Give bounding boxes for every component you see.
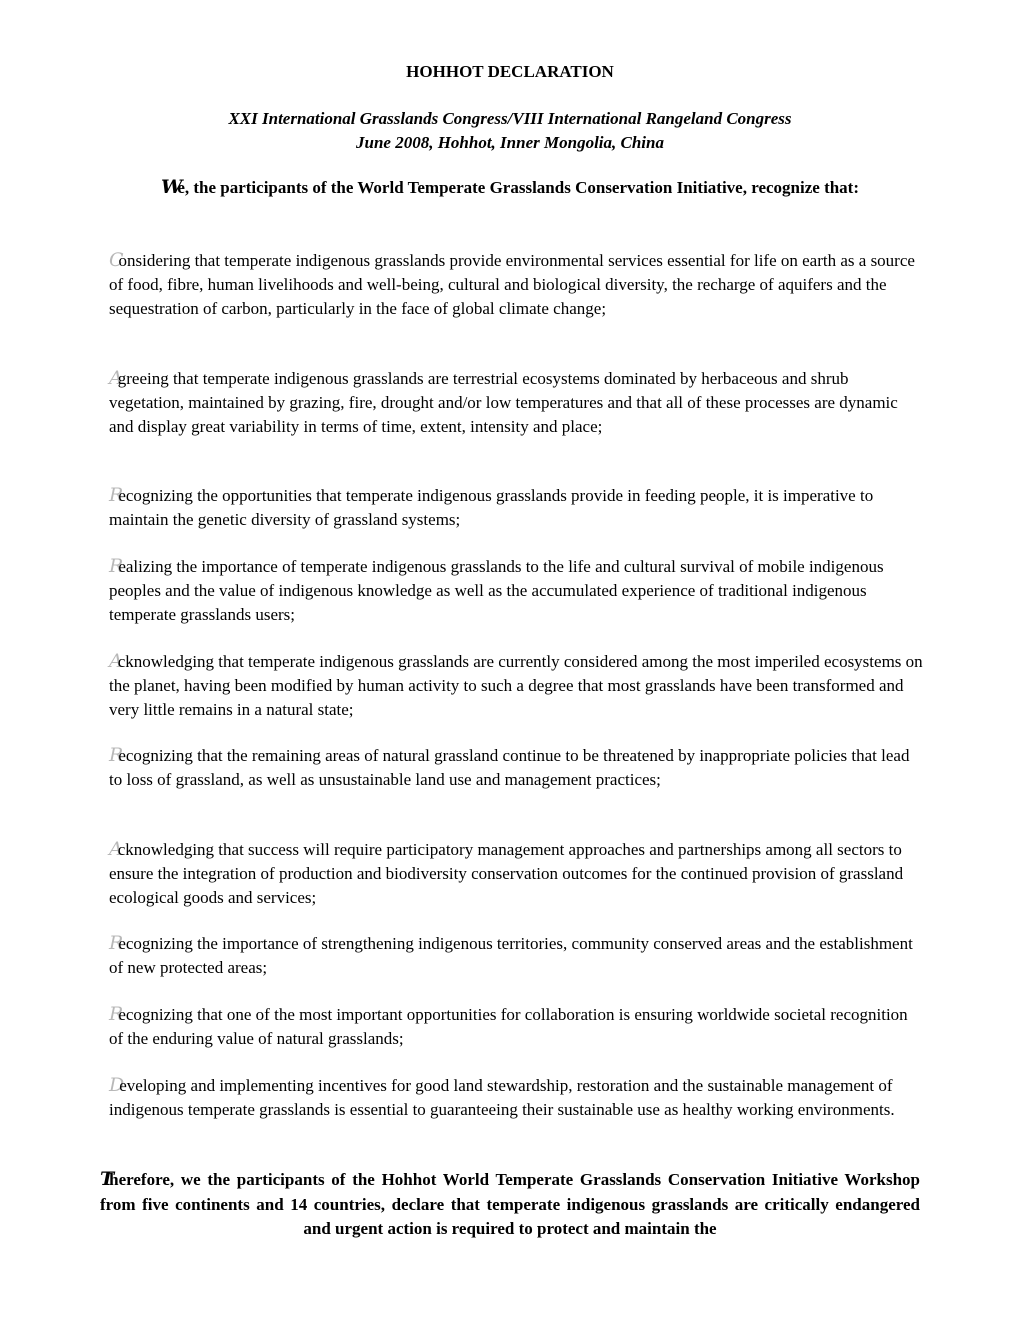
decorative-initial: A (109, 367, 118, 389)
decorative-initial: R (109, 1003, 119, 1025)
paragraph-considering (109, 248, 924, 321)
intro-decorative-initial: W (160, 176, 178, 198)
congress-subtitle (0, 107, 1020, 155)
congress-date-location: June 2008, Hohhot, Inner Mongolia, China (356, 133, 664, 152)
paragraph-text: ecognizing the opportunities that temperate indigenous grasslands provide in feeding people, it is imperative to maintain the genetic diversity of grassland systems; (109, 486, 874, 529)
congress-name: XXI International Grasslands Congress/VIII International Rangeland Congress (228, 109, 792, 128)
decorative-initial: C (109, 249, 119, 271)
paragraph-text: ealizing the importance of temperate indigenous grasslands to the life and cultural survival of mobile indigenous peoples and the value of indigenous knowledge as well as the accumulated experience of traditional indigenous temperate grasslands users; (109, 557, 884, 624)
closing-declaration (100, 1167, 920, 1242)
paragraph-acknowledging-imperiled (109, 649, 924, 722)
paragraph-recognizing-territories (109, 931, 924, 980)
decorative-initial: D (109, 1074, 120, 1096)
paragraph-realizing (109, 554, 924, 627)
paragraph-developing (109, 1073, 924, 1122)
paragraph-recognizing-threats (109, 743, 924, 792)
intro-statement (100, 175, 920, 200)
paragraph-recognizing-opportunities (109, 483, 924, 532)
paragraph-text: cknowledging that success will require participatory management approaches and partnerships among all sectors to ensure the integration of production and biodiversity conservation outcomes for the continued provision of grassland ecological goods and services; (109, 840, 904, 907)
paragraph-text: cknowledging that temperate indigenous grasslands are currently considered among the most imperiled ecosystems on the planet, having been modified by human activity to such a degree that most grasslands have been transformed and very little remains in a natural state; (109, 652, 923, 719)
decorative-initial: A (109, 838, 118, 860)
decorative-initial: R (109, 932, 119, 954)
document-title: HOHHOT DECLARATION (406, 62, 614, 81)
decorative-initial: A (109, 650, 118, 672)
closing-text: herefore, we the participants of the Hohhot World Temperate Grasslands Conservation Initiative Workshop from five continents and 14 countries, declare that temperate indigenous grasslands are critically endangered and urgent action is required to protect and maintain the (100, 1170, 920, 1238)
intro-text: e, the participants of the World Temperate Grasslands Conservation Initiative, recognize that: (177, 178, 860, 197)
decorative-initial: R (109, 555, 119, 577)
paragraph-text: ecognizing that one of the most important opportunities for collaboration is ensuring worldwide societal recognition of the enduring value of natural grasslands; (109, 1005, 908, 1048)
closing-decorative-initial: T (100, 1168, 110, 1190)
paragraph-text: ecognizing the importance of strengthening indigenous territories, community conserved areas and the establishment of new protected areas; (109, 934, 913, 977)
decorative-initial: R (109, 484, 119, 506)
paragraph-text: onsidering that temperate indigenous grasslands provide environmental services essential for life on earth as a source of food, fibre, human livelihoods and well-being, cultural and biological diversity, the recharge of aquifers and the sequestration of carbon, particularly in the face of global climate change; (109, 251, 915, 318)
paragraph-recognizing-collaboration (109, 1002, 924, 1051)
paragraph-text: eveloping and implementing incentives for good land stewardship, restoration and the sustainable management of indigenous temperate grasslands is essential to guaranteeing their sustainable use as healthy working environments. (109, 1076, 895, 1119)
paragraph-agreeing (109, 366, 924, 439)
paragraph-text: greeing that temperate indigenous grasslands are terrestrial ecosystems dominated by herbaceous and shrub vegetation, maintained by grazing, fire, drought and/or low temperatures and that all of these processes are dynamic and display great variability in terms of time, extent, intensity and place; (109, 369, 898, 436)
paragraph-acknowledging-success (109, 837, 924, 910)
paragraph-text: ecognizing that the remaining areas of natural grassland continue to be threatened by inappropriate policies that lead to loss of grassland, as well as unsustainable land use and management practices; (109, 746, 910, 789)
decorative-initial: R (109, 744, 119, 766)
